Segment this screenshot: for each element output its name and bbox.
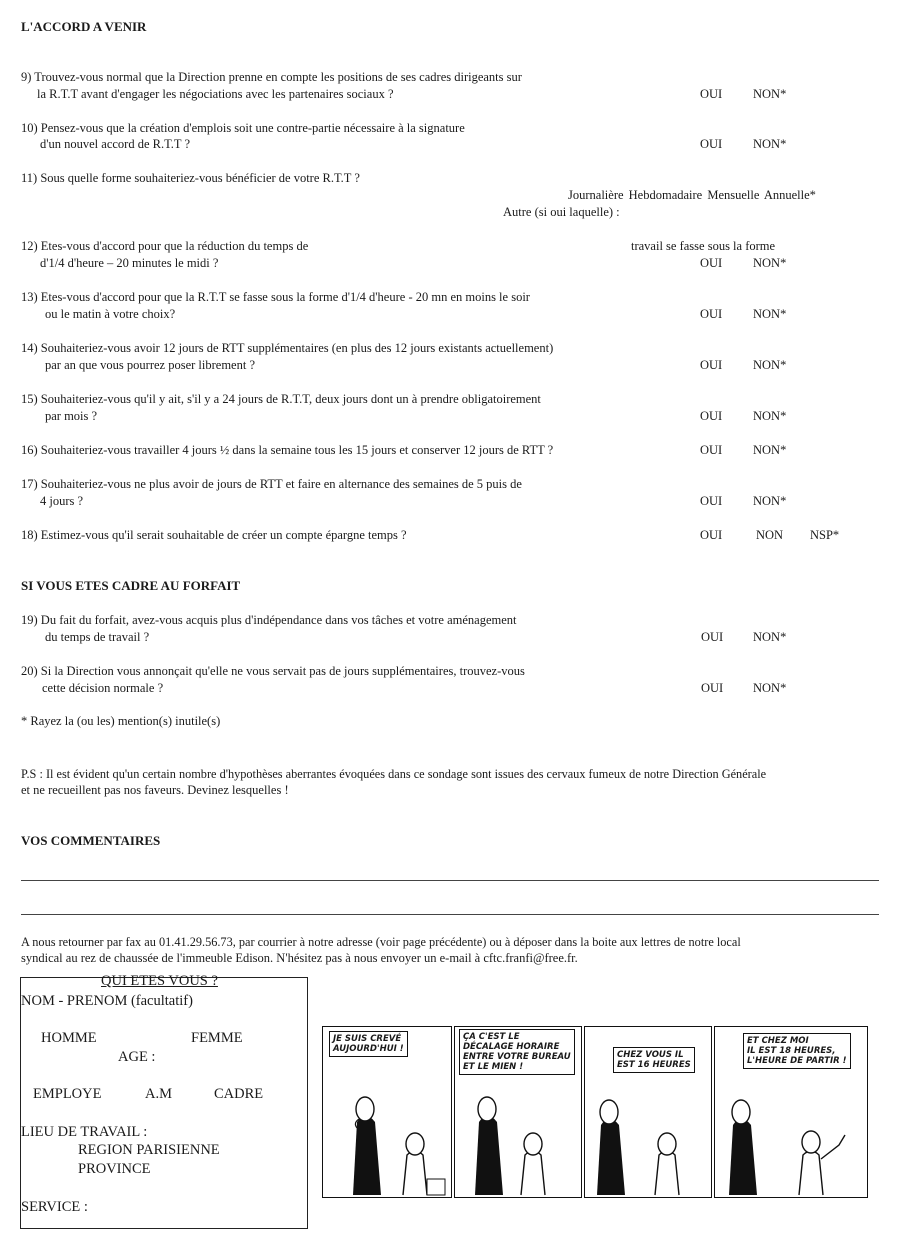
section-title-accord: L'ACCORD A VENIR xyxy=(21,19,147,34)
form-region-option[interactable]: REGION PARISIENNE xyxy=(78,1142,220,1158)
question-9-line-1: 9) Trouvez-vous normal que la Direction prenne en compte les positions de ses cadres dirigeants sur xyxy=(21,70,522,84)
form-service-field[interactable]: SERVICE : xyxy=(21,1199,88,1215)
form-cadre-option[interactable]: CADRE xyxy=(214,1086,264,1102)
q14-oui[interactable]: OUI xyxy=(700,358,723,372)
question-13-line-2: ou le matin à votre choix? xyxy=(45,307,176,321)
identity-form-box xyxy=(20,977,308,1229)
q18-non[interactable]: NON xyxy=(756,528,784,542)
section-title-cadre: SI VOUS ETES CADRE AU FORFAIT xyxy=(21,578,241,593)
question-19-line-1: 19) Du fait du forfait, avez-vous acquis plus d'indépendance dans vos tâches et votre aménagement xyxy=(21,613,517,627)
q9-oui[interactable]: OUI xyxy=(700,87,723,101)
q17-non[interactable]: NON* xyxy=(753,494,787,508)
q10-non[interactable]: NON* xyxy=(753,137,787,151)
ps-line-2: et ne recueillent pas nos faveurs. Devinez lesquelles ! xyxy=(21,783,289,797)
comic-p2-line-4: ET LE MIEN ! xyxy=(463,1062,524,1072)
q20-oui[interactable]: OUI xyxy=(701,681,724,695)
comments-title: VOS COMMENTAIRES xyxy=(21,833,161,848)
question-19-line-2: du temps de travail ? xyxy=(45,630,150,644)
ps-line-1: P.S : Il est évident qu'un certain nombre d'hypothèses aberrantes évoquées dans ce sondage sont issues des cervaux fumeux de notre Direction Générale xyxy=(21,767,767,781)
q17-oui[interactable]: OUI xyxy=(700,494,723,508)
question-20-line-2: cette décision normale ? xyxy=(42,681,164,695)
q18-nsp[interactable]: NSP* xyxy=(810,528,840,542)
q15-non[interactable]: NON* xyxy=(753,409,787,423)
comic-p2-line-1: ÇA C'EST LE xyxy=(463,1032,520,1042)
q15-oui[interactable]: OUI xyxy=(700,409,723,423)
question-17-line-2: 4 jours ? xyxy=(40,494,84,508)
question-20-line-1: 20) Si la Direction vous annonçait qu'elle ne vous servait pas de jours supplémentaires, trouvez-vous xyxy=(21,664,525,678)
q12-oui[interactable]: OUI xyxy=(700,256,723,270)
q14-non[interactable]: NON* xyxy=(753,358,787,372)
comic-bubble-1 xyxy=(329,1031,408,1057)
form-age-field[interactable]: AGE : xyxy=(118,1049,156,1065)
form-homme-option[interactable]: HOMME xyxy=(41,1030,97,1046)
q13-oui[interactable]: OUI xyxy=(700,307,723,321)
question-11-line-1: 11) Sous quelle forme souhaiteriez-vous bénéficier de votre R.T.T ? xyxy=(21,171,360,185)
q19-oui[interactable]: OUI xyxy=(701,630,724,644)
q16-oui[interactable]: OUI xyxy=(700,443,723,457)
q11-other[interactable]: Autre (si oui laquelle) : xyxy=(503,205,620,219)
comic-p1-line-2: AUJOURD'HUI ! xyxy=(333,1044,404,1054)
comic-p4-line-1: ET CHEZ MOI xyxy=(747,1036,809,1046)
comic-p4-line-2: IL EST 18 HEURES, xyxy=(747,1046,836,1056)
question-18-line-1: 18) Estimez-vous qu'il serait souhaitable de créer un compte épargne temps ? xyxy=(21,528,407,542)
form-name-field[interactable]: NOM - PRENOM (facultatif) xyxy=(21,993,193,1009)
q11-options[interactable]: Journalière Hebdomadaire Mensuelle Annuelle* xyxy=(568,188,816,202)
comic-p3-line-2: EST 16 HEURES xyxy=(617,1060,691,1070)
question-14-line-2: par an que vous pourrez poser librement ? xyxy=(45,358,255,372)
q19-non[interactable]: NON* xyxy=(753,630,787,644)
return-line-1: A nous retourner par fax au 01.41.29.56.73, par courrier à notre adresse (voir page précédente) ou à déposer dans la boite aux lettres de notre local xyxy=(21,935,741,949)
comic-p2-line-2: DÉCALAGE HORAIRE xyxy=(463,1042,560,1052)
q13-non[interactable]: NON* xyxy=(753,307,787,321)
question-9-line-2: la R.T.T avant d'engager les négociations avec les partenaires sociaux ? xyxy=(37,87,394,101)
comment-line-2[interactable] xyxy=(21,914,879,915)
comic-bubble-3 xyxy=(613,1047,695,1073)
question-12-line-1b: travail se fasse sous la forme xyxy=(631,239,776,253)
question-15-line-1: 15) Souhaiteriez-vous qu'il y ait, s'il y a 24 jours de R.T.T, deux jours dont un à prendre obligatoirement xyxy=(21,392,541,406)
comic-panel-1 xyxy=(322,1026,452,1198)
q12-non[interactable]: NON* xyxy=(753,256,787,270)
comic-panel-2 xyxy=(454,1026,582,1198)
q18-oui[interactable]: OUI xyxy=(700,528,723,542)
form-province-option[interactable]: PROVINCE xyxy=(78,1161,151,1177)
comic-p2-line-3: ENTRE VOTRE BUREAU xyxy=(463,1052,571,1062)
form-title: QUI ETES VOUS ? xyxy=(101,973,218,989)
question-10-line-1: 10) Pensez-vous que la création d'emplois soit une contre-partie nécessaire à la signature xyxy=(21,121,465,135)
form-lieu-label: LIEU DE TRAVAIL : xyxy=(21,1124,148,1140)
return-line-2: syndical au rez de chaussée de l'immeuble Edison. N'hésitez pas à nous envoyer un e-mail à cftc.franfi@free.fr. xyxy=(21,951,578,965)
comic-panel-4 xyxy=(714,1026,868,1198)
q20-non[interactable]: NON* xyxy=(753,681,787,695)
question-10-line-2: d'un nouvel accord de R.T.T ? xyxy=(40,137,191,151)
question-13-line-1: 13) Etes-vous d'accord pour que la R.T.T se fasse sous la forme d'1/4 d'heure - 20 mn en moins le soir xyxy=(21,290,530,304)
q10-oui[interactable]: OUI xyxy=(700,137,723,151)
form-femme-option[interactable]: FEMME xyxy=(191,1030,243,1046)
question-15-line-2: par mois ? xyxy=(45,409,98,423)
comic-p1-line-1: JE SUIS CREVÉ xyxy=(333,1034,402,1044)
comic-bubble-2 xyxy=(459,1029,575,1075)
comic-p3-line-1: CHEZ VOUS IL xyxy=(617,1050,684,1060)
form-employe-option[interactable]: EMPLOYE xyxy=(33,1086,102,1102)
comment-line-1[interactable] xyxy=(21,880,879,881)
comic-panel-3 xyxy=(584,1026,712,1198)
question-14-line-1: 14) Souhaiteriez-vous avoir 12 jours de RTT supplémentaires (en plus des 12 jours existants actuellement) xyxy=(21,341,554,355)
footnote: * Rayez la (ou les) mention(s) inutile(s) xyxy=(21,714,221,728)
q9-non[interactable]: NON* xyxy=(753,87,787,101)
comic-bubble-4 xyxy=(743,1033,851,1069)
form-am-option[interactable]: A.M xyxy=(145,1086,172,1102)
question-12-line-2: d'1/4 d'heure – 20 minutes le midi ? xyxy=(40,256,219,270)
comic-p4-line-3: L'HEURE DE PARTIR ! xyxy=(747,1056,847,1066)
q16-non[interactable]: NON* xyxy=(753,443,787,457)
question-17-line-1: 17) Souhaiteriez-vous ne plus avoir de jours de RTT et faire en alternance des semaines de 5 puis de xyxy=(21,477,522,491)
question-16-line-1: 16) Souhaiteriez-vous travailler 4 jours ½ dans la semaine tous les 15 jours et conserver 12 jours de RTT ? xyxy=(21,443,554,457)
question-12-line-1: 12) Etes-vous d'accord pour que la réduction du temps de xyxy=(21,239,309,253)
